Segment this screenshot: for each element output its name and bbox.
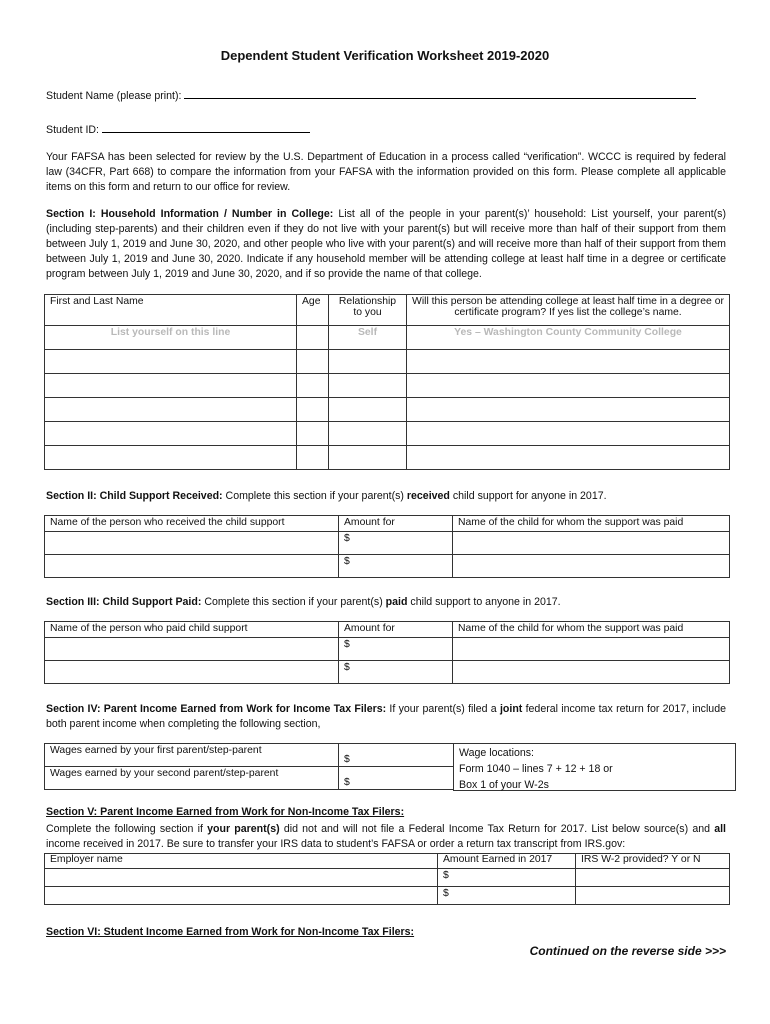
example-age[interactable] [297,326,329,350]
parent-non-filer-income-table [44,853,730,905]
student-name-label: Student Name (please print): [46,90,182,102]
col-header-amount: Amount for [339,516,453,532]
col-header-amount: Amount Earned in 2017 [438,854,576,869]
col-header-w2: IRS W-2 provided? Y or N [576,854,730,869]
intro-paragraph: Your FAFSA has been selected for review by the U.S. Department of Education in a process called “verification”. WCCC is required by federal law (34CFR, Part 668) to compare the information from your FAFSA with the information provided on this form. Please complete all applicable items on this form and return to our office for review. [46,151,726,193]
col-header-relationship: Relationship to you [329,295,407,326]
col-header-child: Name of the child for whom the support was paid [453,516,730,532]
section-6-heading: Section VI: Student Income Earned from Work for Non-Income Tax Filers: [46,926,415,938]
amount-cell[interactable]: $ [438,869,576,887]
example-relationship: Self [329,326,407,350]
section-1-heading: Section I: Household Information / Number in College: [46,208,334,220]
table-row [45,350,730,374]
col-header-person: Name of the person who received the child support [45,516,339,532]
child-support-paid-table [44,621,730,684]
table-row [45,374,730,398]
first-parent-wages-label: Wages earned by your first parent/step-parent [45,744,339,767]
section-4-heading: Section IV: Parent Income Earned from Work for Income Tax Filers: [46,703,387,715]
amount-cell[interactable]: $ [339,532,453,555]
section-2-instructions: Section II: Child Support Received: Complete this section if your parent(s) received child support for anyone in 2017. [46,490,607,502]
section-1-text: List all of the people in your parent(s)’ household: List yourself, your parent(s) (including step-parents) and their children even if they do not live with your parent(s) but will receive more than half of their support from them between July 1, 2019 and June 30, 2020, and other people who live with your parent(s) and will receive more than half of their support from them between July 1, 2019 and June 30, 2020. Indicate if any household member will be attending college at least half time in a degree or certificate program between July 1, 2019 and June 30, 2020, and if so provide the name of that college. [46,208,726,280]
col-header-employer: Employer name [45,854,438,869]
example-row [45,326,730,350]
table-row [45,398,730,422]
col-header-name: First and Last Name [45,295,297,326]
col-header-amount: Amount for [339,622,453,638]
col-header-person: Name of the person who paid child support [45,622,339,638]
student-id-label: Student ID: [46,124,99,136]
first-parent-wages-amount[interactable]: $ [339,744,454,767]
section-3-heading: Section III: Child Support Paid: [46,596,202,608]
section-5-instructions: Complete the following section if your parent(s) did not and will not file a Federal Income Tax Return for 2017. List below source(s) and all income received in 2017. Be sure to transfer your IRS data to student’s FAFSA or order a return tax transcript from IRS.gov: [46,823,726,850]
section-4-instructions: Section IV: Parent Income Earned from Work for Income Tax Filers: If your parent(s) filed a joint federal income tax return for 2017, include both parent income when completing the following section, [46,703,726,730]
table-row [45,638,730,661]
section-2-heading: Section II: Child Support Received: [46,490,223,502]
table-row [45,446,730,470]
section-5-heading: Section V: Parent Income Earned from Work for Non-Income Tax Filers: [46,806,405,818]
example-college: Yes – Washington County Community College [407,326,730,350]
col-header-college: Will this person be attending college at least half time in a degree or certificate program? If yes list the college’s name. [407,295,730,326]
col-header-child: Name of the child for whom the support was paid [453,622,730,638]
second-parent-wages-amount[interactable]: $ [339,767,454,790]
table-row [45,422,730,446]
page-title: Dependent Student Verification Worksheet 2019-2020 [220,48,550,63]
example-name: List yourself on this line [45,326,297,350]
table-row [45,869,730,887]
table-row [45,661,730,684]
household-table [44,294,730,470]
table-row [45,887,730,905]
section-3-instructions: Section III: Child Support Paid: Complete this section if your parent(s) paid child support to anyone in 2017. [46,596,561,608]
table-row [45,555,730,578]
table-row [45,532,730,555]
wage-locations-box: Wage locations: Form 1040 – lines 7 + 12 + 18 or Box 1 of your W-2s [453,743,736,791]
student-name-field[interactable] [184,86,696,99]
student-name-row [46,86,726,102]
parent-wages-table [44,743,454,790]
continued-note: Continued on the reverse side >>> [529,944,726,958]
amount-cell[interactable]: $ [339,638,453,661]
child-support-received-table [44,515,730,578]
student-id-field[interactable] [102,120,310,133]
amount-cell[interactable]: $ [438,887,576,905]
amount-cell[interactable]: $ [339,661,453,684]
section-1-instructions [46,207,726,282]
student-id-row [46,120,310,136]
second-parent-wages-label: Wages earned by your second parent/step-parent [45,767,339,790]
col-header-age: Age [297,295,329,326]
amount-cell[interactable]: $ [339,555,453,578]
